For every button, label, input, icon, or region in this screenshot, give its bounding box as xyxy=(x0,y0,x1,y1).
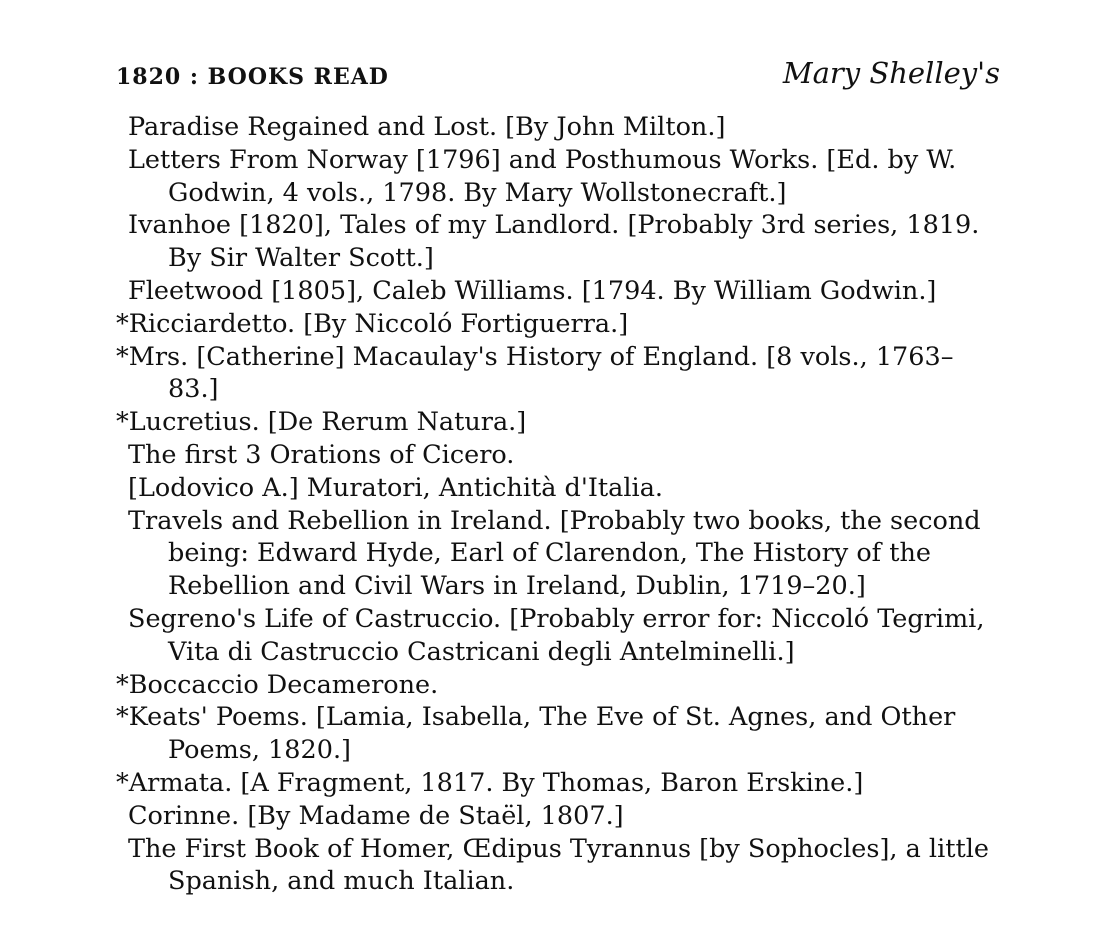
list-item: The First Book of Homer, Œdipus Tyrannus [by Sophocles], a little Spanish, and much Italian. xyxy=(128,833,989,897)
list-item: The first 3 Orations of Cicero. xyxy=(128,439,515,470)
list-item: Letters From Norway [1796] and Posthumous Works. [Ed. by W. Godwin, 4 vols., 1798. By Mary Wollstonecraft.] xyxy=(128,144,957,208)
list-item: Segreno's Life of Castruccio. [Probably error for: Niccoló Tegrimi, Vita di Castruccio Castricani degli Antelminelli.] xyxy=(128,603,985,667)
page-header xyxy=(116,56,1000,96)
list-item: *Lucretius. [De Rerum Natura.] xyxy=(116,407,527,438)
list-item: *Ricciardetto. [By Niccoló Fortiguerra.] xyxy=(116,308,629,339)
asterisk-icon: * xyxy=(116,308,129,339)
asterisk-icon: * xyxy=(116,407,129,438)
list-item: *Armata. [A Fragment, 1817. By Thomas, Baron Erskine.] xyxy=(116,767,864,798)
list-item: Ivanhoe [1820], Tales of my Landlord. [Probably 3rd series, 1819. By Sir Walter Scott.] xyxy=(128,210,980,274)
books-read-list xyxy=(116,111,1000,898)
asterisk-icon: * xyxy=(116,767,129,798)
list-item: Fleetwood [1805], Caleb Williams. [1794. By William Godwin.] xyxy=(128,275,937,306)
list-item: Corinne. [By Madame de Staël, 1807.] xyxy=(128,800,624,831)
list-item: *Boccaccio Decamerone. xyxy=(116,669,439,700)
asterisk-icon: * xyxy=(116,669,129,700)
asterisk-icon: * xyxy=(116,702,129,733)
list-item: Travels and Rebellion in Ireland. [Probably two books, the second being: Edward Hyde, Earl of Clarendon, The History of the Rebellion and Civil Wars in Ireland, Dublin, 1719–20.] xyxy=(128,505,981,602)
list-item: Paradise Regained and Lost. [By John Milton.] xyxy=(128,112,726,142)
running-head-right: Mary Shelley's xyxy=(782,56,1000,90)
list-item: *Mrs. [Catherine] Macaulay's History of England. [8 vols., 1763–83.] xyxy=(116,341,954,405)
list-item: [Lodovico A.] Muratori, Antichità d'Italia. xyxy=(128,472,664,503)
running-head-left: 1820 : BOOKS READ xyxy=(116,64,389,90)
list-item: *Keats' Poems. [Lamia, Isabella, The Eve of St. Agnes, and Other Poems, 1820.] xyxy=(116,702,956,766)
asterisk-icon: * xyxy=(116,341,129,372)
